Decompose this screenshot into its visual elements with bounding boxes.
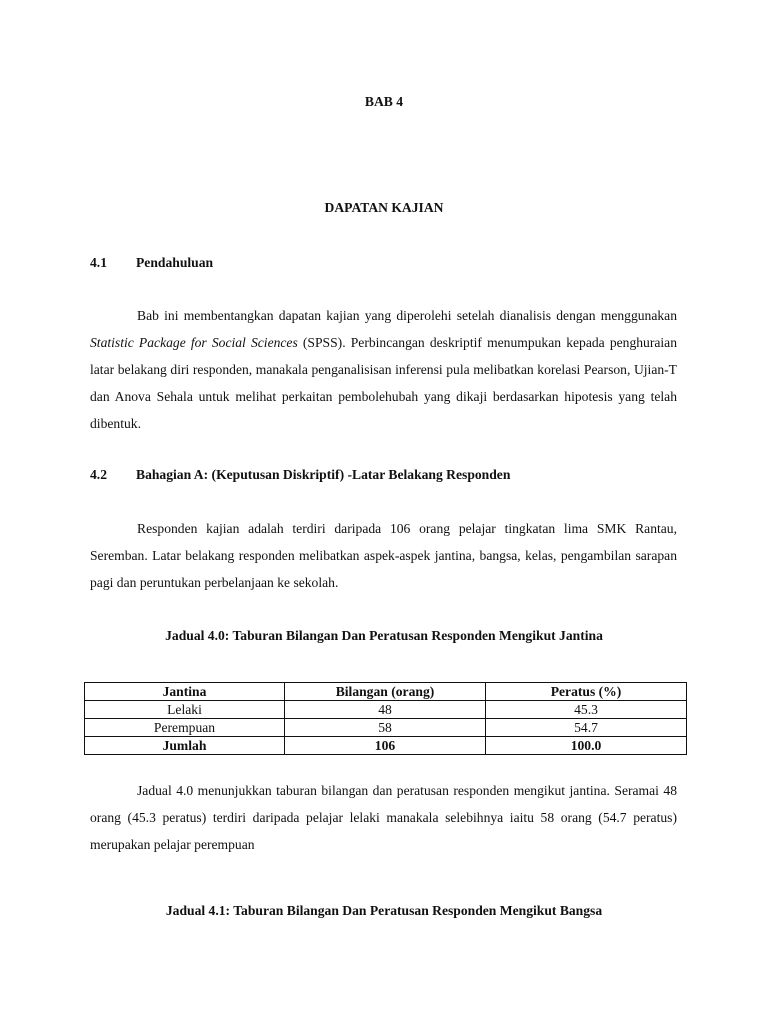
gender-table — [84, 682, 687, 755]
table-cell: 58 — [285, 719, 486, 737]
paragraph-respondents — [90, 515, 677, 596]
section-number: 4.2 — [90, 467, 107, 482]
paragraph-table-explanation — [90, 777, 677, 858]
table-cell: 100.0 — [486, 737, 687, 755]
table-header-row — [85, 683, 687, 701]
table-cell: 54.7 — [486, 719, 687, 737]
section-title: Pendahuluan — [136, 255, 214, 270]
paragraph-introduction — [90, 302, 677, 437]
table-cell: 45.3 — [486, 701, 687, 719]
table-caption: Jadual 4.1: Taburan Bilangan Dan Peratusan Responden Mengikut Bangsa — [165, 903, 603, 918]
paragraph-text: (SPSS). Perbincangan deskriptif menumpukan kepada penghuraian latar belakang diri responden, manakala penganalisisan inferensi pula melibatkan korelasi Pearson, Ujian-T dan Anova Sehala untuk melihat perkaitan pembolehubah yang dikaji berdasarkan hipotesis yang telah dibentuk. — [90, 335, 677, 431]
section-title: Bahagian A: (Keputusan Diskriptif) -Latar Belakang Responden — [136, 467, 511, 482]
paragraph-text: Bab ini membentangkan dapatan kajian yang diperolehi setelah dianalisis dengan menggunakan — [137, 308, 677, 323]
chapter-title: DAPATAN KAJIAN — [324, 200, 444, 215]
table-cell: 106 — [285, 737, 486, 755]
table-row — [85, 701, 687, 719]
table-row — [85, 719, 687, 737]
table-cell: Jumlah — [85, 737, 285, 755]
table-caption: Jadual 4.0: Taburan Bilangan Dan Peratusan Responden Mengikut Jantina — [165, 628, 603, 643]
column-header: Peratus (%) — [486, 683, 687, 701]
table-total-row — [85, 737, 687, 755]
paragraph-text: Jadual 4.0 menunjukkan taburan bilangan dan peratusan responden mengikut jantina. Seramai 48 orang (45.3 peratus) terdiri daripada pelajar lelaki manakala selebihnya iaitu 58 orang (54.7 peratus) merupakan pelajar perempuan — [90, 783, 677, 852]
chapter-heading: BAB 4 — [364, 94, 404, 109]
section-number: 4.1 — [90, 255, 107, 270]
table-cell: 48 — [285, 701, 486, 719]
table-cell: Perempuan — [85, 719, 285, 737]
paragraph-text: Responden kajian adalah terdiri daripada 106 orang pelajar tingkatan lima SMK Rantau, Seremban. Latar belakang responden melibatkan aspek-aspek jantina, bangsa, kelas, pengambilan sarapan pagi dan peruntukan perbelanjaan ke sekolah. — [90, 521, 677, 590]
table-cell: Lelaki — [85, 701, 285, 719]
italic-term: Statistic Package for Social Sciences — [90, 335, 298, 350]
column-header: Bilangan (orang) — [285, 683, 486, 701]
column-header: Jantina — [85, 683, 285, 701]
